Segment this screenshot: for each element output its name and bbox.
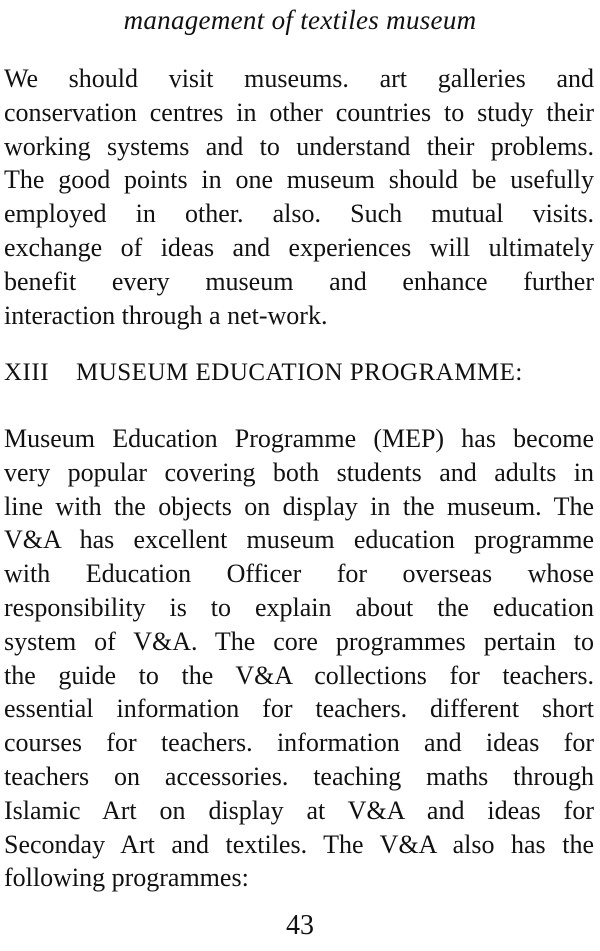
text-line: following programmes:	[4, 863, 249, 893]
paragraph-museum-education	[4, 422, 594, 895]
paragraph-networking	[4, 62, 594, 332]
text-line: Museum Education Programme (MEP) has become	[4, 424, 594, 453]
text-line: working systems and to understand their problems.	[4, 131, 594, 161]
text-line: very popular covering both students and adults in	[4, 457, 594, 487]
text-line: employed in other. also. Such mutual visits.	[4, 199, 594, 229]
running-head: management of textiles museum	[123, 5, 477, 35]
text-line: Islamic Art on display at V&A and ideas for	[4, 795, 594, 825]
text-line: interaction through a net-work.	[4, 300, 328, 330]
section-heading	[4, 357, 523, 389]
page-number: 43	[286, 910, 314, 941]
text-line: benefit every museum and enhance further	[4, 266, 594, 296]
text-line: exchange of ideas and experiences will ultimately	[4, 232, 594, 262]
text-line: line with the objects on display in the museum. The	[4, 491, 594, 521]
text-line: with Education Officer for overseas whose	[4, 559, 594, 589]
text-line: the guide to the V&A collections for teachers.	[4, 660, 594, 690]
text-line: courses for teachers. information and ideas for	[4, 728, 594, 758]
section-number: XIII	[4, 359, 50, 386]
text-line: teachers on accessories. teaching maths through	[4, 761, 594, 791]
section-title: MUSEUM EDUCATION PROGRAMME:	[76, 359, 523, 386]
text-line: essential information for teachers. different short	[4, 694, 594, 724]
text-line: system of V&A. The core programmes pertain to	[4, 626, 594, 656]
text-line: We should visit museums. art galleries and	[4, 64, 594, 93]
text-line: V&A has excellent museum education programme	[4, 525, 594, 555]
text-line: The good points in one museum should be usefully	[4, 165, 594, 195]
text-line: conservation centres in other countries to study their	[4, 97, 594, 127]
text-line: Seconday Art and textiles. The V&A also has the	[4, 829, 594, 859]
text-line: responsibility is to explain about the education	[4, 592, 594, 622]
